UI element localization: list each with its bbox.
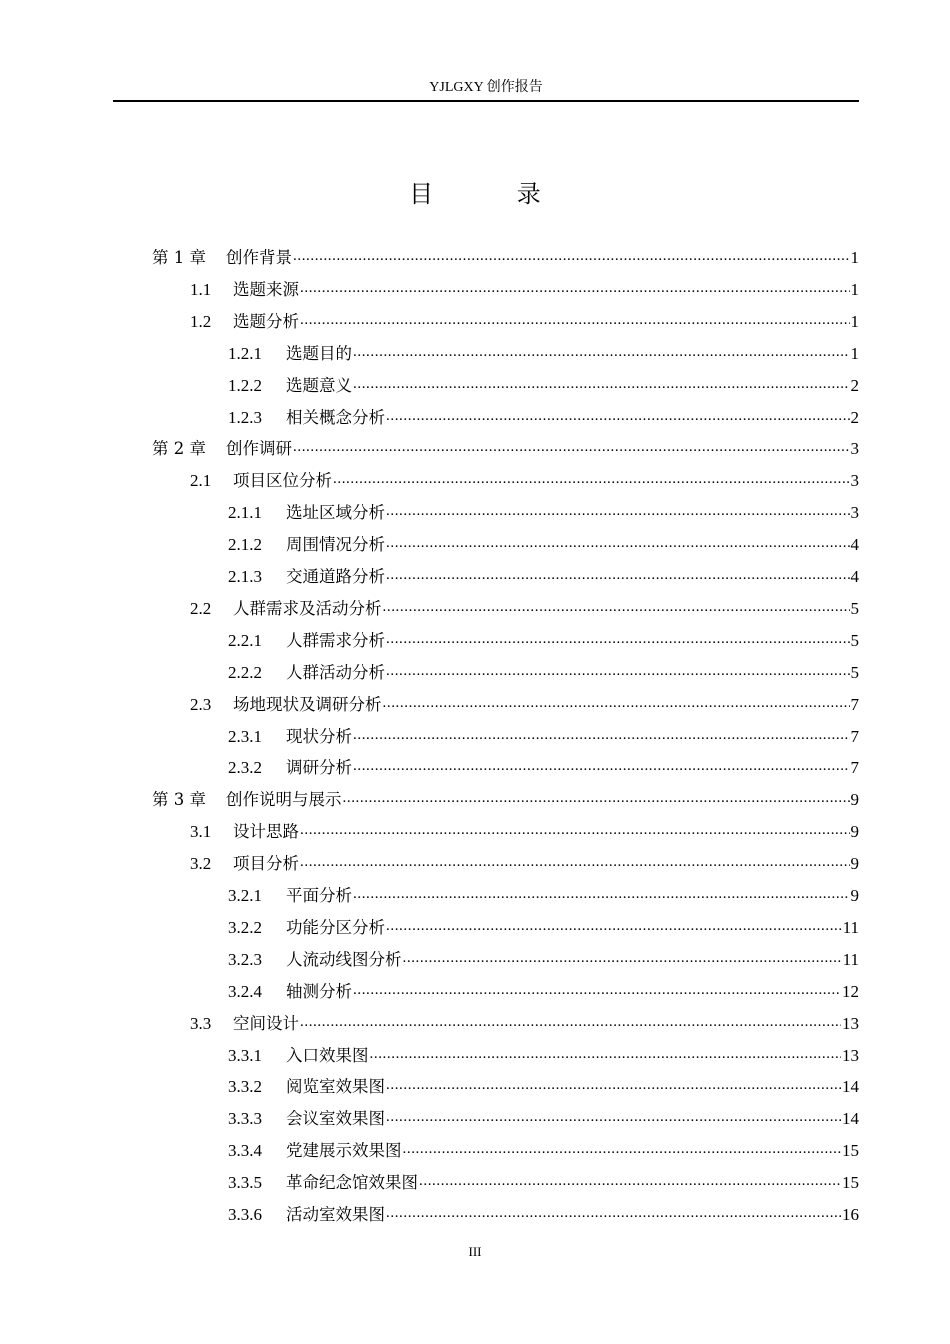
toc-entry-number: 2.1.1: [228, 503, 262, 523]
dot-leader: [386, 408, 850, 428]
dot-leader: [403, 950, 842, 970]
toc-entry-label: 功能分区分析: [286, 917, 385, 937]
toc-entry-label: 项目分析: [233, 854, 299, 874]
toc-entry[interactable]: [190, 1008, 859, 1040]
toc-entry-label: 革命纪念馆效果图: [286, 1173, 418, 1193]
toc-entry-number: 3.3.6: [228, 1205, 262, 1224]
toc-entry-page: 2: [850, 375, 859, 395]
toc-entry-page: 9: [850, 854, 859, 874]
toc-entry-page: 5: [850, 598, 859, 618]
toc-entry-number: 3.2.2: [228, 917, 262, 937]
toc-entry-page: 9: [850, 790, 859, 810]
toc-entry[interactable]: [228, 370, 859, 402]
toc-entry-page: 15: [842, 1173, 859, 1193]
toc-entry[interactable]: [228, 1071, 859, 1103]
toc-entry[interactable]: [228, 752, 859, 784]
toc-entry-label: 调研分析: [286, 758, 352, 778]
toc-entry-number: 3.1: [190, 822, 212, 842]
toc-entry-number: 2.2.2: [228, 662, 262, 682]
toc-entry-label: 创作说明与展示: [226, 790, 342, 810]
toc-entry-number: 3.3.1: [228, 1045, 262, 1065]
dot-leader: [419, 1173, 841, 1193]
toc-entry-label: 选题来源: [233, 279, 299, 299]
toc-entry[interactable]: [190, 689, 859, 721]
toc-entry[interactable]: [190, 848, 859, 880]
toc-entry-number: 第 1 章: [152, 248, 206, 267]
toc-entry-page: 7: [850, 694, 859, 714]
toc-entry[interactable]: [228, 880, 859, 912]
toc-entry-number: 2.1.2: [228, 535, 262, 555]
dot-leader: [403, 1141, 842, 1161]
toc-entry-number: 3.2.3: [228, 949, 262, 969]
toc-entry-label: 人群活动分析: [286, 662, 385, 682]
toc-entry-number: 2.1.3: [228, 567, 262, 586]
toc-entry[interactable]: [152, 784, 859, 816]
toc-entry-number: 1.2.2: [228, 375, 262, 395]
toc-entry[interactable]: [190, 274, 859, 306]
toc-entry-page: 16: [842, 1205, 859, 1224]
toc-entry-page: 5: [850, 630, 859, 650]
dot-leader: [300, 822, 850, 842]
toc-entry[interactable]: [152, 433, 859, 465]
toc-entry[interactable]: [228, 1199, 859, 1231]
toc-entry-label: 设计思路: [233, 822, 299, 842]
toc-entry-number: 3.3.3: [228, 1109, 262, 1129]
toc-entry-page: 13: [842, 1045, 859, 1065]
toc-entry[interactable]: [190, 816, 859, 848]
toc-entry-label: 选题意义: [286, 375, 352, 395]
toc-entry-page: 1: [850, 343, 859, 363]
toc-entry[interactable]: [228, 976, 859, 1008]
toc-entry-label: 创作调研: [226, 439, 292, 459]
toc-entry-number: 1.2.1: [228, 343, 262, 363]
toc-entry-number: 2.2.1: [228, 630, 262, 650]
dot-leader: [386, 503, 850, 523]
toc-entry-label: 选题目的: [286, 343, 352, 363]
toc-entry-number: 3.2.1: [228, 886, 262, 905]
toc-entry-label: 入口效果图: [286, 1045, 369, 1065]
dot-leader: [293, 439, 850, 459]
toc-entry-number: 3.3.2: [228, 1077, 262, 1097]
toc-entry-label: 选题分析: [233, 311, 299, 331]
toc-entry-label: 活动室效果图: [286, 1205, 385, 1224]
toc-entry-page: 9: [850, 886, 859, 905]
toc-entry[interactable]: [228, 657, 859, 689]
toc-entry-number: 3.2: [190, 854, 212, 874]
toc-entry[interactable]: [228, 1103, 859, 1135]
toc-entry[interactable]: [228, 338, 859, 370]
dot-leader: [333, 471, 850, 491]
dot-leader: [353, 344, 850, 364]
toc-entry-number: 1.2.3: [228, 407, 262, 427]
toc-entry-label: 人群需求分析: [286, 630, 385, 650]
toc-entry-number: 3.3: [190, 1013, 212, 1033]
dot-leader: [293, 248, 850, 268]
dot-leader: [300, 1014, 841, 1034]
toc-entry[interactable]: [228, 625, 859, 657]
dot-leader: [353, 376, 850, 396]
toc-entry-page: 1: [850, 311, 859, 331]
header-rule: [113, 100, 859, 102]
toc-entry-label: 人流动线图分析: [286, 949, 402, 969]
toc-entry-label: 相关概念分析: [286, 407, 385, 427]
dot-leader: [370, 1046, 842, 1066]
toc-entry-label: 交通道路分析: [286, 567, 385, 586]
toc-entry-page: 13: [842, 1013, 859, 1033]
toc-entry-number: 2.3.2: [228, 758, 262, 778]
toc-entry-page: 3: [850, 503, 859, 523]
dot-leader: [353, 886, 850, 906]
toc-entry-page: 12: [842, 981, 859, 1001]
dot-leader: [386, 1109, 841, 1129]
toc-entry-number: 2.1: [190, 471, 212, 491]
toc-entry-page: 1: [850, 248, 859, 267]
toc-entry[interactable]: [228, 1167, 859, 1199]
toc-entry-page: 15: [842, 1141, 859, 1161]
dot-leader: [386, 663, 850, 683]
toc-entry-label: 平面分析: [286, 886, 352, 905]
toc-entry[interactable]: [228, 1135, 859, 1167]
toc-entry[interactable]: [228, 1040, 859, 1072]
dot-leader: [386, 567, 850, 587]
toc-entry-page: 5: [850, 662, 859, 682]
page-number: III: [468, 1244, 482, 1259]
toc-entry-page: 2: [850, 407, 859, 427]
toc-entry-label: 现状分析: [286, 726, 352, 746]
toc-entry-page: 9: [850, 822, 859, 842]
toc-entry[interactable]: [228, 721, 859, 753]
dot-leader: [383, 599, 850, 619]
toc-entry-label: 空间设计: [233, 1013, 299, 1033]
toc-entry-page: 14: [842, 1077, 859, 1097]
toc-entry-number: 3.3.5: [228, 1173, 262, 1193]
toc-entry-number: 1.1: [190, 279, 212, 299]
toc-entry-number: 第 3 章: [152, 790, 206, 810]
dot-leader: [300, 280, 850, 300]
toc-entry[interactable]: [190, 306, 859, 338]
toc-entry[interactable]: [228, 497, 859, 529]
toc-entry-label: 轴测分析: [286, 981, 352, 1001]
toc-entry-number: 1.2: [190, 311, 212, 331]
toc-entry-page: 4: [850, 567, 859, 586]
dot-leader: [353, 727, 850, 747]
toc-entry-label: 党建展示效果图: [286, 1141, 402, 1161]
dot-leader: [386, 1205, 841, 1225]
toc-entry-page: 7: [850, 726, 859, 746]
dot-leader: [300, 312, 850, 332]
dot-leader: [383, 695, 850, 715]
dot-leader: [353, 982, 841, 1002]
dot-leader: [343, 790, 850, 810]
toc-entry[interactable]: [228, 912, 859, 944]
toc-entry-page: 4: [850, 535, 859, 555]
toc-entry-label: 会议室效果图: [286, 1109, 385, 1129]
toc-entry-page: 11: [842, 917, 859, 937]
toc-entry-number: 第 2 章: [152, 439, 206, 459]
toc-entry-number: 3.3.4: [228, 1141, 262, 1161]
toc-entry-label: 人群需求及活动分析: [233, 598, 382, 618]
dot-leader: [300, 854, 850, 874]
toc-entry[interactable]: [228, 561, 859, 593]
toc-entry-label: 创作背景: [226, 248, 292, 267]
toc-entry-label: 项目区位分析: [233, 471, 332, 491]
toc-entry[interactable]: [190, 465, 859, 497]
toc-entry-label: 场地现状及调研分析: [233, 694, 382, 714]
dot-leader: [386, 918, 842, 938]
toc-entry-label: 阅览室效果图: [286, 1077, 385, 1097]
toc-entry-page: 11: [842, 949, 859, 969]
toc-entry-number: 3.2.4: [228, 981, 262, 1001]
dot-leader: [386, 1077, 841, 1097]
running-header: YJLGXY 创作报告: [429, 80, 543, 95]
toc-entry-page: 7: [850, 758, 859, 778]
toc-entry[interactable]: [228, 529, 859, 561]
dot-leader: [386, 631, 850, 651]
toc-entry-number: 2.3: [190, 694, 212, 714]
toc-entry-page: 14: [842, 1109, 859, 1129]
toc-title: 目 录: [409, 180, 579, 208]
dot-leader: [386, 535, 850, 555]
dot-leader: [353, 758, 850, 778]
toc-entry[interactable]: [152, 242, 859, 274]
toc-entry-label: 选址区域分析: [286, 503, 385, 523]
toc-entry[interactable]: [228, 402, 859, 434]
toc-entry-number: 2.3.1: [228, 726, 262, 746]
toc-entry-page: 1: [850, 279, 859, 299]
toc-entry-number: 2.2: [190, 598, 212, 618]
toc-entry-page: 3: [850, 439, 859, 459]
toc-entry[interactable]: [228, 944, 859, 976]
toc-entry[interactable]: [190, 593, 859, 625]
toc-entry-page: 3: [850, 471, 859, 491]
toc-entry-label: 周围情况分析: [286, 535, 385, 555]
